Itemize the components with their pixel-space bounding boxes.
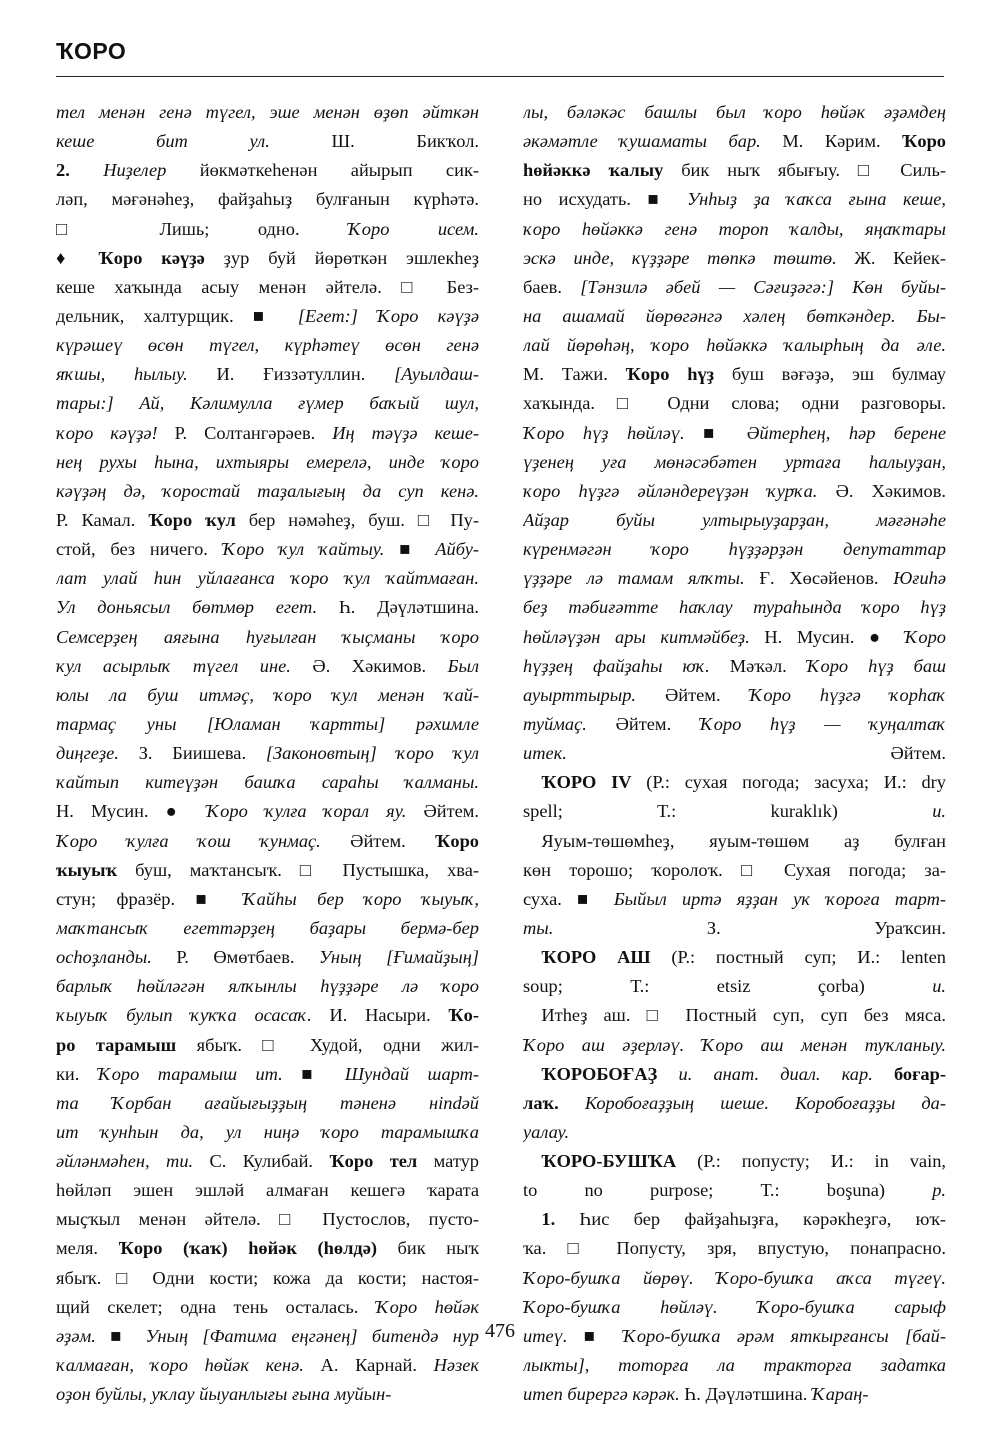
left-column-line: юлы ла буш итмәҫ, ҡоро ҡул менән ҡай- (56, 684, 479, 705)
left-column-line: кеше бит ул. Ш. Бикҡол. (56, 131, 479, 152)
left-column-line: күрәшеү өсөн түгел, күрһәтеү өсөн генә (56, 335, 479, 356)
right-column-line: Ҡоро-бушҡа һөйләү. Ҡоро-бушҡа сарыф (523, 1296, 946, 1317)
left-column-line: диңгеҙе. З. Биишева. [Законовтың] ҡоро ҡул (56, 743, 479, 764)
right-column-line: Ҡоро һүҙ һөйләү. ■ Әйтерһең, һәр берене (523, 422, 946, 443)
left-column-line: барлыҡ һөйләгән ялҡынлы һүҙҙәре лә ҡоро (56, 976, 479, 997)
right-column-line: әкәмәтле ҡушаматы бар. М. Кәрим. Ҡоро (523, 131, 946, 152)
left-column-line: дельник, халтурщик. ■ [Егет:] Ҡоро кәүҙә (56, 305, 479, 326)
right-column-line: күренмәгән ҡоро һүҙҙәрҙән депутаттар (523, 539, 946, 560)
right-column-line: Ҡоро-бушҡа йөрөү. Ҡоро-бушҡа аҡса түгеү. (523, 1267, 946, 1288)
right-column-line: үҙенең уға мөнәсәбәтен уртаға һалыуҙан, (523, 451, 946, 472)
left-column-line: ♦ Ҡоро кәүҙә ҙур буй йөрөткән эшлекһеҙ (56, 247, 479, 268)
right-column-line: беҙ тәбиғәтте һаҡлау тураһында ҡоро һүҙ (523, 597, 946, 618)
right-column-line: но исхудать. ■ Унһыҙ ҙа ҡаҡса ғына кеше, (523, 189, 946, 210)
left-column-line: кәүҙәң дә, ҡоростай таҙалығың да суп кенә. (56, 480, 479, 501)
left-column-line: әҙәм. ■ Уның [Фатима еңгәнең] битендә нур (56, 1325, 479, 1346)
left-column-line: ҡайтып китеүҙән башҡа сараһы ҡалманы. (56, 772, 479, 793)
left-column-line: ҡул асырлыҡ түгел ине. Ә. Хәкимов. Был (56, 655, 479, 676)
left-column-line: осһоҙланды. Р. Өмөтбаев. Уның [Ғимайҙың] (56, 947, 479, 968)
right-column-line: ауырттырыр. Әйтем. Ҡоро һүҙгә ҡорһаҡ (523, 684, 946, 705)
right-column-line: уалау. (523, 1121, 570, 1142)
left-column-line: ҡыуыҡ булып ҡуҡҡа осасаҡ. И. Насыри. Ҡо- (56, 1005, 479, 1026)
left-column-line: ҡалмаған, ҡоро һөйәк кенә. А. Карнай. Нәзек (56, 1355, 479, 1376)
left-column-line: ҡоро кәүҙә! Р. Солтангәрәев. Иң тәүҙә кеше- (56, 422, 479, 443)
right-column-line: ҡа. □ Попусту, зря, впустую, понапрасно. (523, 1238, 946, 1259)
right-column-line: ҡоро һөйәккә генә тороп ҡалды, яңаҡтары (523, 218, 946, 239)
left-column-line: лат улай һин уйлағанса ҡоро ҡул ҡайтмаған. (56, 568, 479, 589)
right-column-line: лай йөрөһәң, ҡоро һөйәккә ҡалырһың да әле. (523, 335, 946, 356)
right-column-line: ҠОРО-БУШҠА (Р.: попусту; И.: in vain, (541, 1151, 946, 1172)
left-column-line: ләп, мәғәнәһеҙ, файҙаһыҙ булғанын күрһәтә. (56, 189, 479, 210)
left-column-line: мыҫҡыл менән әйтелә. □ Пустослов, пусто- (56, 1209, 479, 1230)
left-column-line: ит ҡунһын да, ул ниңә ҡоро тарамышҡа (56, 1121, 479, 1142)
right-column-line: көн торошо; ҡоролоҡ. □ Сухая погода; за- (523, 859, 946, 880)
right-column-line: ҡоро һүҙгә әйләндереүҙән ҡурҡа. Ә. Хәкимов. (523, 480, 946, 501)
left-column-line: маҡтансыҡ егеттәрҙең баҙары бермә-бер (56, 917, 479, 938)
left-column-line: Р. Камал. Ҡоро ҡул бер нәмәһеҙ, буш. □ Пу- (56, 509, 479, 530)
right-column-line: to no purpose; Т.: boşuna) р. (523, 1180, 946, 1201)
left-column-line: щий скелет; одна тень осталась. Ҡоро һөйәк (56, 1296, 479, 1317)
right-column-line: суха. ■ Быйыл иртә яҙҙан уҡ ҡороға тарт- (523, 888, 946, 909)
right-column-line: ҠОРО АШ (Р.: постный суп; И.: lenten (541, 947, 946, 968)
left-column-line: яҡшы, һылыу. И. Ғиззәтуллин. [Ауылдаш- (56, 364, 479, 385)
left-column-line: меля. Ҡоро (ҡаҡ) һөйәк (һөлдә) бик ныҡ (56, 1238, 479, 1259)
right-column-line: һөйәккә ҡалыу бик ныҡ ябығыу. □ Силь- (523, 160, 946, 181)
left-column-line: □ Лишь; одно. Ҡоро исем. (56, 218, 479, 239)
left-column-line: Ҡоро ҡулға ҡош ҡунмаҫ. Әйтем. Ҡоро (56, 830, 479, 851)
right-column-line: spell; Т.: kuraklık) и. (523, 801, 946, 822)
left-column-line: Семсерҙең аяғына һуғылған ҡыҫманы ҡоро (56, 626, 479, 647)
left-column (56, 98, 479, 1409)
right-column-line: Итһеҙ аш. □ Постный суп, суп без мяса. (523, 1005, 946, 1026)
left-column-line: һөйләп эшен эшләй алмаған кешегә ҡарата (56, 1180, 479, 1201)
left-column-line: ябыҡ. □ Одни кости; кожа да кости; настоя- (56, 1267, 479, 1288)
left-column-line: 2. Ниҙелер йөкмәткеһенән айырып сик- (56, 160, 479, 181)
right-column-line: лаҡ. Коробоғаҙҙың шеше. Коробоғаҙҙы да- (523, 1092, 946, 1113)
left-column-line: оҙон буйлы, уҡлау йыуанлығы ғына муйын- (56, 1384, 392, 1405)
right-column-line: хаҡында. □ Одни слова; одни разговоры. (523, 393, 946, 414)
right-column-line: Яуым-төшөмһеҙ, яуым-төшөм аҙ булған (523, 830, 946, 851)
left-column-line: ки. Ҡоро тарамыш ит. ■ Шундай шарт- (56, 1063, 479, 1084)
right-column-line: 1. Һис бер файҙаһыҙға, кәрәкһеҙгә, юҡ- (541, 1209, 946, 1230)
right-column (523, 98, 946, 1409)
left-column-line: стой, без ничего. Ҡоро ҡул ҡайтыу. ■ Айбу- (56, 539, 479, 560)
header-rule (56, 76, 944, 77)
left-column-line: тармаҫ уны [Юламан ҡартты] рәхимле (56, 713, 479, 734)
page-number: 476 (485, 1320, 515, 1342)
right-column-line: ты. З. Ураҡсин. (523, 917, 946, 938)
right-column-line: М. Тажи. Ҡоро һүҙ буш вәғәҙә, эш булмау (523, 364, 946, 385)
left-column-line: кеше хаҡында асыу менән әйтелә. □ Без- (56, 276, 479, 297)
right-column-line: итек. Әйтем. (523, 743, 946, 764)
left-column-line: Ул доньясыл бөтмөр егет. Һ. Дәүләтшина. (56, 597, 479, 618)
left-column-line: нең рухы һына, ихтыяры емерелә, инде ҡоро (56, 451, 479, 472)
left-column-line: ҡыуыҡ буш, маҡтансыҡ. □ Пустышка, хва- (56, 859, 479, 880)
running-header: ҠОРО (56, 38, 127, 64)
right-column-line: Айҙар буйы ултырыуҙарҙан, мәғәнәһе (523, 509, 946, 530)
right-column-line: итеү. ■ Ҡоро-бушҡа әрәм яткырғансы [бай- (523, 1325, 946, 1346)
right-column-line: лыкты], тоторға ла тракторға задатка (523, 1355, 946, 1376)
left-column-line: тел менән генә түгел, эше менән өҙөп әйткән (56, 102, 479, 122)
right-column-line: soup; Т.: etsiz çorba) и. (523, 976, 946, 997)
right-column-line: ҠОРО IV (Р.: сухая погода; засуха; И.: dry (541, 772, 946, 793)
left-column-line: ро тарамыш ябыҡ. □ Худой, одни жил- (56, 1034, 479, 1055)
right-column-line: һөйләүҙән ары китмәйбеҙ. Н. Мусин. ● Ҡоро (523, 626, 946, 647)
left-column-line: стун; фразёр. ■ Ҡайһы бер ҡоро ҡыуыҡ, (56, 888, 479, 909)
left-column-line: та Ҡорбан ағайығыҙҙың тәненә нindәй (56, 1092, 479, 1113)
left-column-line: тары:] Ай, Кәлимулла ғүмер баҡый шул, (56, 393, 479, 414)
right-column-line: итеп бирергә кәрәк. Һ. Дәүләтшина. Ҡараң- (523, 1384, 869, 1405)
left-column-line: Н. Мусин. ● Ҡоро ҡулға ҡорал яу. Әйтем. (56, 801, 479, 822)
right-column-line: на ашамай йөрөгәнгә хәлең бөткәндер. Бы- (523, 305, 946, 326)
right-column-line: баев. [Тәнзилә әбей — Сәғиҙәгә:] Көн буйы- (523, 276, 946, 297)
right-column-line: үҙҙәре лә тамам ялҡты. Ғ. Хөсәйенов. Юғиһә (523, 568, 946, 589)
left-column-line: әйләнмәһен, ти. С. Кулибай. Ҡоро тел матур (56, 1151, 479, 1172)
right-column-line: лы, бәләкәс башлы был ҡоро һөйәк әҙәмдең (523, 102, 946, 122)
right-column-line: эскә инде, күҙҙәре төпкә төштө. Ж. Кейек- (523, 247, 946, 268)
right-column-line: Ҡоро аш әҙерләү. Ҡоро аш менән туҡланыу. (523, 1034, 946, 1055)
right-column-line: ҠОРОБОҒАҘ и. анат. диал. кар. боғар- (541, 1063, 946, 1084)
right-column-line: туймаҫ. Әйтем. Ҡоро һүҙ — ҡуңалтаҡ (523, 713, 946, 734)
right-column-line: һүҙҙең файҙаһы юҡ. Мәҡәл. Ҡоро һүҙ баш (523, 655, 946, 676)
